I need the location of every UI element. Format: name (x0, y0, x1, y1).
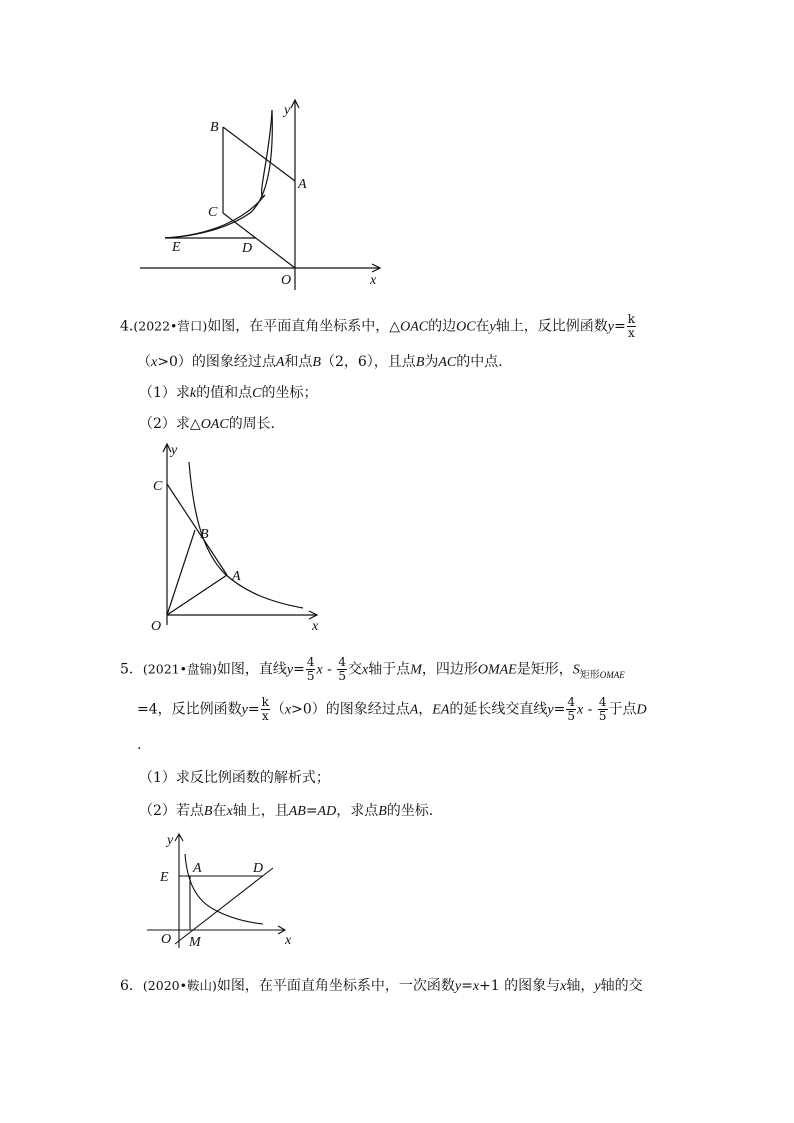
label-D: D (242, 241, 253, 256)
label-C: C (153, 479, 163, 494)
q4-part-2: （2）求△OAC的周长． (139, 416, 285, 432)
segment-CO (223, 213, 295, 268)
label-M: M (189, 935, 201, 950)
q4-line-1: 4.(2022•营口)如图，在平面直角坐标系中，△OAC的边OC在y轴上，反比例函数y= $\frac{k}{x}$ (120, 312, 635, 340)
q4-part-1: （1）求k的值和点C的坐标； (139, 385, 318, 401)
figure-problem-4 (145, 440, 330, 635)
fraction-k-over-x: $\frac{k}{x}$ (627, 312, 635, 340)
label-x: x (285, 933, 292, 948)
label-y: y (284, 103, 291, 118)
q5-line-1: 5．(2021•盘锦)如图，直线y= $\frac{4}{5}$ x - $\frac{4}{5}$ 交x轴于点M，四边形OMAE是矩形，$S_{矩形OMAE}$ (120, 655, 625, 683)
label-B: B (200, 527, 209, 542)
q5-line-2: =4，反比例函数y= $\frac{k}{x}$ （x>0）的图象经过点A，EA的延长线交直线y= $\frac{4}{5}$ x - $\frac{4}{5}$ 于点D (137, 695, 647, 723)
figure-problem-5 (145, 830, 305, 955)
label-A: A (193, 861, 202, 876)
q5-part-1: （1）求反比例函数的解析式； (139, 770, 330, 786)
segment-OA (167, 575, 227, 615)
label-y: y (167, 833, 174, 848)
segment-CA (167, 484, 227, 575)
label-C: C (208, 205, 218, 220)
figure-problem-3 (130, 95, 390, 295)
q5-line-3: . (137, 737, 142, 753)
label-B: B (210, 120, 219, 135)
label-E: E (160, 870, 169, 885)
q6-line-1: 6．(2020•鞍山)如图，在平面直角坐标系中，一次函数y=x+1 的图象与x轴，y轴的交 (120, 978, 643, 994)
label-A: A (232, 569, 241, 584)
segment-OB (167, 530, 195, 615)
label-A: A (298, 177, 307, 192)
label-x: x (312, 619, 319, 634)
label-y: y (171, 443, 178, 458)
label-D: D (253, 861, 264, 876)
segment-BA (223, 127, 295, 181)
label-O: O (151, 619, 162, 634)
label-x: x (370, 273, 377, 288)
q4-line-2: （x>0）的图象经过点A和点B（2，6），且点B为AC的中点． (137, 354, 513, 370)
label-O: O (161, 932, 172, 947)
q5-part-2: （2）若点B在x轴上，且AB=AD，求点B的坐标． (139, 803, 443, 819)
label-E: E (172, 240, 181, 255)
label-O: O (281, 273, 292, 288)
